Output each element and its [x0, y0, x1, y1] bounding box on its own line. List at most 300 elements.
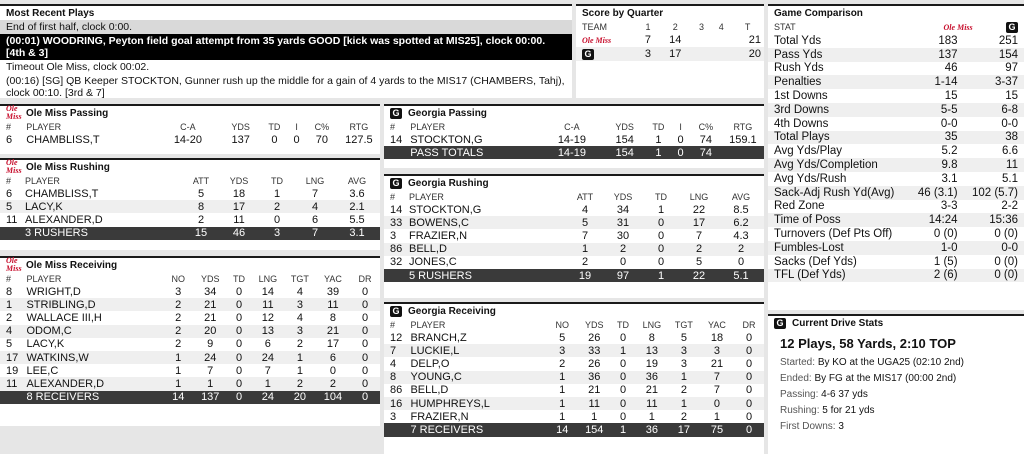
score-row — [576, 47, 764, 61]
table-cell: 33 — [384, 216, 406, 229]
ole-miss-logo-icon: Ole Miss — [6, 104, 22, 121]
table-cell: 2 — [718, 243, 764, 256]
table-cell: 2 — [296, 338, 303, 351]
table-cell: 0 — [271, 133, 278, 146]
drive-line — [768, 355, 1024, 371]
table-cell: 7 — [311, 187, 319, 200]
total-cell: 1 — [610, 423, 636, 436]
ole-miss-value: 137 — [910, 48, 963, 62]
table-cell: 11 — [6, 213, 18, 226]
stat-label: 4th Downs — [774, 117, 829, 130]
table-cell: 21 — [204, 311, 217, 324]
ole-miss-value: 3.1 — [941, 172, 958, 185]
play-item: (00:01) WOODRING, Peyton field goal attempt from 35 yards GOOD [kick was spotted at MIS25], clock 00:00. [4th & 3] — [0, 34, 572, 60]
total-cell: 1 — [646, 146, 671, 159]
ole-miss-value: 14:24 — [910, 213, 963, 227]
table-cell: 4 — [0, 325, 23, 338]
table-cell: 0 — [361, 311, 369, 324]
table-cell: 34 — [204, 285, 217, 298]
score-cell: 3 — [637, 47, 659, 61]
drive-title: Current Drive Stats — [792, 317, 884, 329]
table-cell: 1 — [713, 410, 721, 423]
table-cell: 1 — [546, 397, 578, 410]
table-cell: 0 — [293, 133, 300, 146]
column-header: PLAYER — [410, 121, 446, 132]
ole-miss-value: 2 (6) — [910, 269, 963, 283]
table-cell: 21 — [316, 325, 350, 338]
comparison-row — [768, 103, 1024, 117]
table-cell: 19 — [6, 364, 19, 377]
table-cell: FRAZIER,N — [409, 229, 468, 242]
om-receiving-panel — [0, 256, 380, 426]
georgia-value: 6-8 — [964, 103, 1024, 117]
table-row — [384, 331, 764, 344]
stat-label: 1st Downs — [774, 90, 828, 103]
column-header: YAC — [324, 273, 342, 284]
total-cell: 1 — [642, 269, 680, 282]
georgia-value: 102 (5.7) — [964, 186, 1024, 200]
total-cell: 3 RUSHERS — [22, 227, 182, 240]
column-header: PLAYER — [26, 273, 62, 284]
table-cell: 1 — [0, 298, 23, 311]
table-row — [384, 229, 764, 242]
comparison-row — [768, 200, 1024, 214]
comparison-table — [768, 20, 1024, 282]
table-cell: 6 — [316, 351, 350, 364]
table-cell: CHAMBLISS,T — [26, 133, 100, 146]
stat-label: 3rd Downs — [768, 103, 910, 117]
table-cell: 159.1 — [729, 133, 757, 146]
column-header: # — [6, 121, 12, 132]
table-cell: 34 — [616, 203, 630, 216]
table-cell: 21 — [645, 384, 658, 397]
ole-miss-value: 3-3 — [940, 200, 958, 213]
table-cell: 0 — [745, 357, 753, 370]
table-cell: 2 — [162, 298, 194, 311]
column-header: # — [6, 175, 12, 186]
georgia-value: 15 — [1005, 90, 1018, 103]
table-cell: 86 — [384, 243, 406, 256]
stat-label: Total Yds — [774, 34, 822, 47]
table-cell: BRANCH,Z — [410, 331, 467, 344]
table-cell: 6.2 — [718, 216, 764, 229]
column-header: PLAYER — [26, 121, 62, 132]
table-cell: 3 — [680, 357, 687, 370]
table-cell: 5 — [566, 216, 604, 229]
table-cell: 14-19 — [557, 133, 586, 146]
score-cell: 7 — [644, 34, 652, 46]
table-cell: 18 — [232, 187, 246, 200]
total-cell: 0 — [671, 146, 690, 159]
drive-line-value: By FG at the MIS17 (00:00 2nd) — [814, 373, 957, 384]
stat-label: Total Plays — [768, 131, 910, 145]
comparison-row — [768, 144, 1024, 158]
drive-line — [768, 419, 1024, 435]
table-cell: 1 — [668, 397, 700, 410]
column-header: I — [295, 121, 298, 132]
table-cell: LACY,K — [26, 338, 65, 351]
plays-list — [0, 20, 572, 98]
table-cell: 26 — [588, 331, 601, 344]
table-cell: 0 — [350, 377, 380, 390]
play-item: (00:16) [SG] QB Keeper STOCKTON, Gunner rush up the middle for a gain of 4 yards to the MIS17 (CHAMBERS, Tahj), clock 00:10. [3rd & 7] — [6, 75, 565, 98]
om-passing-panel — [0, 104, 380, 154]
total-cell — [384, 269, 406, 282]
table-cell: 4 — [296, 200, 334, 213]
table-cell: DELP,O — [410, 357, 450, 370]
table-cell: 6 — [264, 338, 271, 351]
header-row — [0, 120, 380, 133]
table-cell: 4.3 — [733, 229, 749, 242]
score-cell: 20 — [731, 47, 764, 61]
total-cell: 17 — [668, 423, 700, 436]
column-header: PLAYER — [25, 175, 60, 186]
table-cell: 3 — [700, 344, 734, 357]
table-cell: 16 — [384, 397, 407, 410]
column-header: # — [390, 121, 396, 132]
table-cell: 12 — [261, 311, 274, 324]
table-cell: HUMPHREYS,L — [407, 397, 546, 410]
table-row — [384, 344, 764, 357]
table-cell: 17 — [326, 338, 340, 351]
table-cell: 21 — [588, 384, 601, 397]
drive-line-value: 4-6 37 yds — [821, 389, 868, 400]
total-cell: 14 — [546, 423, 578, 436]
ole-miss-logo-icon: Ole Miss — [6, 158, 22, 175]
comparison-row — [768, 269, 1024, 283]
table-cell: LEE,C — [26, 364, 59, 377]
table-row — [0, 187, 380, 200]
table-row — [384, 256, 764, 269]
table-cell: CHAMBLISS,T — [25, 187, 99, 200]
stat-label: Red Zone — [774, 200, 825, 213]
column-header: TGT — [674, 319, 693, 330]
table-cell: LUCKIE,L — [407, 344, 546, 357]
table-cell: 17 — [220, 200, 258, 213]
table-cell: YOUNG,C — [407, 371, 546, 384]
table-cell: 1 — [657, 203, 665, 216]
comparison-row — [768, 186, 1024, 200]
table-cell: 3 — [390, 229, 397, 242]
recent-plays-panel — [0, 4, 572, 98]
header-row — [384, 318, 764, 331]
table-cell: 1 — [559, 384, 566, 397]
om-passing-title: Ole Miss Passing — [26, 107, 109, 119]
ga-rushing-panel — [384, 174, 764, 298]
column-header: NO — [171, 273, 185, 284]
total-cell: 104 — [316, 391, 350, 404]
column-header: LNG — [258, 273, 278, 284]
drive-line — [768, 371, 1024, 387]
georgia-value: 5.1 — [1002, 172, 1018, 185]
total-cell: 137 — [194, 391, 226, 404]
table-cell: 6 — [311, 213, 319, 226]
table-cell: 0 — [350, 351, 380, 364]
table-cell: 3 — [284, 325, 316, 338]
ga-passing-panel — [384, 104, 764, 168]
table-cell: 11 — [233, 213, 245, 226]
georgia-value: 0 (0) — [994, 228, 1018, 241]
score-header: 4 — [718, 21, 724, 32]
table-cell: 2 — [604, 243, 642, 256]
score-cell — [692, 47, 712, 61]
table-cell: 0 — [361, 364, 369, 377]
table-cell: 86 — [390, 384, 403, 397]
play-item: End of first half, clock 0:00. — [0, 20, 572, 34]
georgia-value: 11 — [964, 158, 1024, 172]
play-item: Timeout Ole Miss, clock 00:02. — [6, 61, 150, 73]
column-header: YDS — [200, 273, 220, 284]
column-header: TD — [268, 121, 281, 132]
georgia-value: 0-0 — [964, 241, 1024, 255]
total-cell: 0 — [226, 391, 252, 404]
ole-miss-logo-icon: Ole Miss — [582, 36, 612, 45]
table-cell: 3 — [668, 344, 700, 357]
table-cell: 0 — [677, 133, 684, 146]
table-cell: 8 — [329, 311, 337, 324]
table-cell: 1 — [559, 410, 566, 423]
ole-miss-value: 46 — [944, 62, 958, 75]
score-title: Score by Quarter — [576, 4, 764, 20]
table-cell: 0 — [745, 331, 753, 344]
comparison-panel — [768, 4, 1024, 310]
comparison-row — [768, 158, 1024, 172]
total-cell: 36 — [636, 423, 668, 436]
table-cell: 8 — [182, 200, 220, 213]
comparison-row — [768, 48, 1024, 62]
drive-line-value: 3 — [838, 421, 844, 432]
column-header: YDS — [615, 121, 634, 132]
score-header: 3 — [699, 21, 705, 32]
ole-miss-value: 5-5 — [910, 103, 963, 117]
om-receiving-table — [0, 272, 380, 404]
score-cell: 17 — [659, 47, 692, 61]
column-header: TD — [617, 319, 630, 330]
column-header: YDS — [229, 175, 249, 186]
table-cell: 14 — [390, 203, 403, 216]
table-cell: 2 — [197, 213, 205, 226]
header-row — [0, 174, 380, 187]
table-row — [384, 133, 764, 146]
column-header: ATT — [192, 175, 210, 186]
table-cell: LACY,K — [22, 200, 182, 213]
total-cell: 0 — [734, 423, 764, 436]
table-cell: 0 — [619, 357, 627, 370]
column-header: NO — [555, 319, 569, 330]
table-cell: 0 — [361, 338, 369, 351]
column-header: YDS — [231, 121, 250, 132]
ole-miss-value: 183 — [938, 34, 958, 47]
georgia-logo-icon: G — [390, 108, 402, 119]
table-cell: 0 — [734, 371, 764, 384]
table-cell: 1 — [546, 371, 578, 384]
stat-label: Penalties — [768, 75, 910, 89]
table-cell: 2.1 — [334, 200, 380, 213]
table-cell: 0 — [235, 285, 243, 298]
total-cell: 3.1 — [334, 227, 380, 240]
stat-label: Avg Yds/Play — [774, 145, 842, 158]
table-row — [0, 325, 380, 338]
total-cell — [0, 391, 23, 404]
comparison-row — [768, 89, 1024, 103]
table-cell: 13 — [636, 344, 668, 357]
table-cell: WRIGHT,D — [26, 285, 81, 298]
score-cell: 21 — [748, 34, 761, 46]
drive-line — [768, 403, 1024, 419]
table-row — [0, 311, 380, 324]
table-cell: 7 — [207, 364, 214, 377]
georgia-value: 6.6 — [1002, 145, 1018, 158]
table-cell: 5 — [0, 200, 22, 213]
table-cell: 0 — [657, 256, 665, 269]
table-cell: JONES,C — [409, 256, 457, 269]
column-header: AVG — [347, 175, 367, 186]
table-cell: 2 — [316, 377, 350, 390]
georgia-value: 251 — [998, 34, 1018, 47]
table-cell: 2 — [284, 377, 316, 390]
table-cell: 127.5 — [345, 133, 373, 146]
table-row — [384, 243, 764, 256]
total-cell: 15 — [182, 227, 220, 240]
ole-miss-value: 5.2 — [941, 145, 958, 158]
table-cell: 14 — [261, 285, 274, 298]
table-cell: 6 — [6, 187, 13, 200]
column-header: TD — [652, 121, 665, 132]
comparison-row — [768, 75, 1024, 89]
table-cell: 24 — [252, 351, 284, 364]
table-cell: 5 — [6, 338, 13, 351]
recent-plays-title: Most Recent Plays — [0, 4, 572, 20]
ga-passing-title: Georgia Passing — [408, 107, 487, 119]
column-header: LNG — [689, 191, 709, 202]
score-panel — [576, 4, 764, 98]
table-cell: 11 — [578, 397, 610, 410]
table-cell: 8 — [648, 331, 655, 344]
ole-miss-value: 35 — [910, 131, 963, 145]
table-cell: 7 — [384, 344, 407, 357]
table-cell: 0 — [657, 229, 665, 242]
table-row — [384, 371, 764, 384]
score-cell: 14 — [669, 34, 682, 46]
table-cell: 0 — [737, 256, 745, 269]
table-cell: 0 — [619, 256, 627, 269]
header-row — [0, 272, 380, 285]
table-cell: 21 — [194, 298, 226, 311]
table-cell: 0 — [619, 331, 627, 344]
table-cell: 7 — [695, 229, 703, 242]
georgia-value: 0-0 — [1001, 117, 1018, 130]
georgia-logo-icon: G — [390, 306, 402, 317]
comparison-row — [768, 34, 1024, 48]
table-cell: 0 — [350, 325, 380, 338]
table-row — [384, 397, 764, 410]
score-cell — [692, 33, 712, 47]
table-cell: 0 — [226, 325, 252, 338]
table-cell: 0 — [642, 243, 680, 256]
score-table — [576, 20, 764, 61]
total-cell: 97 — [604, 269, 642, 282]
table-cell: 0 — [226, 351, 252, 364]
column-header: TD — [271, 175, 283, 186]
om-rushing-title: Ole Miss Rushing — [26, 161, 110, 173]
georgia-value: 38 — [964, 131, 1024, 145]
table-row — [0, 200, 380, 213]
table-cell: 0 — [700, 397, 734, 410]
table-cell: 2 — [581, 256, 589, 269]
column-header: LNG — [642, 319, 662, 330]
table-row — [0, 213, 380, 226]
column-header: DR — [358, 273, 372, 284]
total-cell: 74 — [690, 146, 722, 159]
table-cell: 4 — [296, 285, 303, 298]
table-cell: 5 — [559, 331, 566, 344]
ole-miss-value: 1-0 — [910, 241, 963, 255]
table-cell: 0 — [235, 311, 243, 324]
total-cell — [384, 146, 407, 159]
ga-receiving-panel — [384, 302, 764, 454]
total-cell: 22 — [680, 269, 718, 282]
table-cell: BELL,D — [406, 243, 566, 256]
table-cell: 6 — [6, 133, 13, 146]
table-row — [0, 133, 380, 146]
table-cell: 36 — [636, 371, 668, 384]
header-row — [384, 120, 764, 133]
column-header: C% — [314, 121, 330, 132]
column-header: # — [390, 319, 396, 330]
georgia-value: 0 (0) — [964, 269, 1024, 283]
table-cell: 5 — [695, 256, 703, 269]
table-cell: 0 — [734, 344, 764, 357]
table-cell: 0 — [610, 397, 636, 410]
drive-panel — [768, 314, 1024, 454]
stat-label: Avg Yds/Rush — [774, 172, 847, 185]
score-cell — [711, 47, 731, 61]
table-cell: 5 — [197, 187, 205, 200]
ole-miss-value: 0-0 — [940, 117, 958, 130]
table-cell: 14 — [390, 133, 403, 146]
table-row — [384, 216, 764, 229]
column-header: TGT — [290, 273, 309, 284]
column-header: PLAYER — [410, 319, 446, 330]
table-cell: 11 — [0, 377, 23, 390]
total-cell: 8 RECEIVERS — [23, 391, 162, 404]
table-cell: 13 — [252, 325, 284, 338]
total-cell: 14-19 — [540, 146, 603, 159]
table-cell: 154 — [615, 133, 634, 146]
table-cell: 4 — [390, 357, 397, 370]
georgia-value: 15:36 — [964, 213, 1024, 227]
table-row — [0, 351, 380, 364]
column-header: # — [6, 273, 12, 284]
table-cell: 31 — [604, 216, 642, 229]
total-cell: PASS TOTALS — [407, 146, 540, 159]
drive-line-label: Ended: — [780, 373, 815, 384]
table-cell: 74 — [699, 133, 713, 146]
table-cell: 7 — [581, 229, 589, 242]
table-cell: 2 — [680, 243, 718, 256]
total-cell: 154 — [578, 423, 610, 436]
drive-line-value: 5 for 21 yds — [822, 405, 875, 416]
om-passing-table — [0, 120, 380, 146]
total-row — [0, 391, 380, 404]
table-cell: STRIBLING,D — [23, 298, 162, 311]
ga-rushing-table — [384, 190, 764, 282]
table-cell: WATKINS,W — [23, 351, 162, 364]
table-cell: STOCKTON,G — [410, 133, 483, 146]
table-cell: 0 — [745, 410, 753, 423]
table-cell: 0 — [235, 338, 243, 351]
table-cell: 8 — [384, 371, 407, 384]
